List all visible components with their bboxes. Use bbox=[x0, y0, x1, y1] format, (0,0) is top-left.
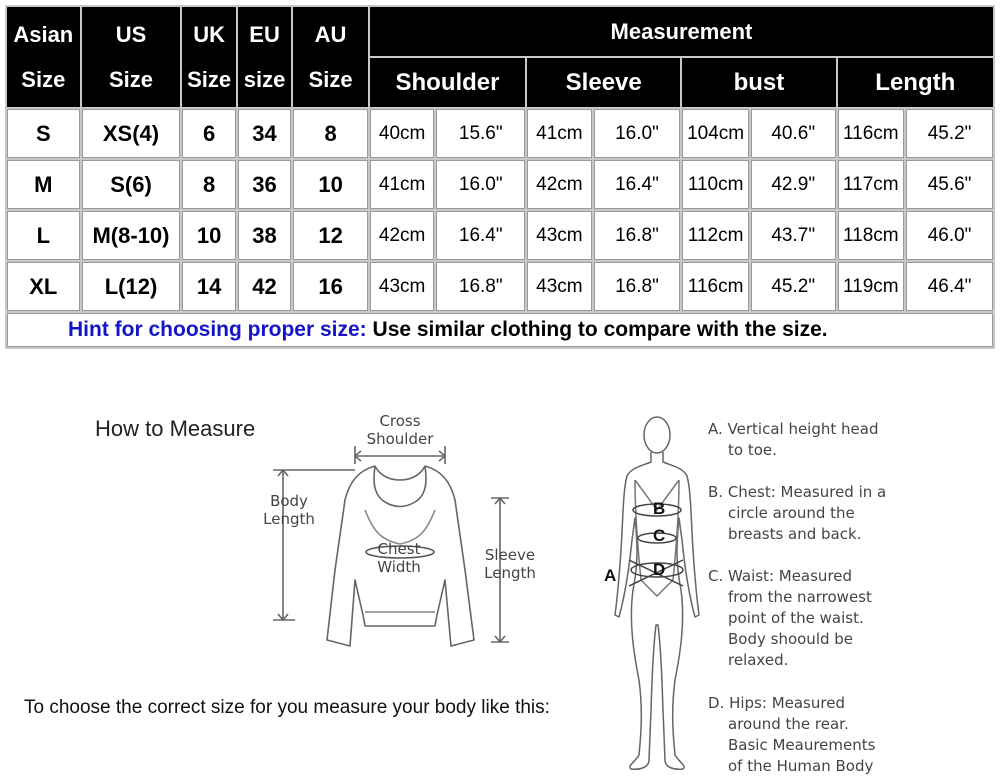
cell-sleeve-in: 16.4" bbox=[594, 160, 681, 209]
cell-sleeve-in: 16.8" bbox=[594, 211, 681, 260]
cell-us-size: XS(4) bbox=[82, 109, 181, 158]
cell-shoulder-in: 16.4" bbox=[436, 211, 525, 260]
cell-length-cm: 116cm bbox=[838, 109, 905, 158]
cell-length-cm: 118cm bbox=[838, 211, 905, 260]
cell-uk-size: 10 bbox=[182, 211, 235, 260]
cross-shoulder-label: Cross Shoulder bbox=[366, 412, 434, 448]
header-au-size: AU Size bbox=[293, 7, 368, 107]
figure-label-c: C bbox=[653, 526, 666, 545]
cell-au-size: 16 bbox=[293, 262, 368, 311]
cell-sleeve-cm: 41cm bbox=[527, 109, 592, 158]
chest-width-label: Chest Width bbox=[377, 540, 421, 576]
figure-label-d: D bbox=[653, 560, 666, 579]
cell-length-in: 45.2" bbox=[906, 109, 993, 158]
cell-shoulder-cm: 41cm bbox=[370, 160, 435, 209]
cell-uk-size: 14 bbox=[182, 262, 235, 311]
cell-eu-size: 34 bbox=[238, 109, 291, 158]
figure-label-b: B bbox=[653, 499, 666, 518]
header-length: Length bbox=[838, 58, 993, 107]
how-to-measure-title: How to Measure bbox=[95, 416, 256, 441]
header-bust: bust bbox=[682, 58, 835, 107]
cell-asian-size: S bbox=[7, 109, 80, 158]
cell-sleeve-in: 16.8" bbox=[594, 262, 681, 311]
cell-bust-cm: 104cm bbox=[682, 109, 749, 158]
cell-shoulder-in: 15.6" bbox=[436, 109, 525, 158]
cell-bust-cm: 112cm bbox=[682, 211, 749, 260]
sleeve-length-label: Sleeve Length bbox=[484, 546, 536, 582]
cell-eu-size: 38 bbox=[238, 211, 291, 260]
cell-sleeve-in: 16.0" bbox=[594, 109, 681, 158]
cell-us-size: M(8-10) bbox=[82, 211, 181, 260]
cell-asian-size: XL bbox=[7, 262, 80, 311]
legend-hips: D. Hips: Measured around the rear. Basic Meaurements of the Human Body bbox=[708, 694, 876, 775]
cell-shoulder-cm: 40cm bbox=[370, 109, 435, 158]
cell-shoulder-in: 16.8" bbox=[436, 262, 525, 311]
header-asian-size: Asian Size bbox=[7, 7, 80, 107]
header-uk-size: UK Size bbox=[182, 7, 235, 107]
cell-au-size: 12 bbox=[293, 211, 368, 260]
header-sleeve: Sleeve bbox=[527, 58, 680, 107]
choose-size-instruction: To choose the correct size for you measure your body like this: bbox=[24, 697, 550, 718]
cell-eu-size: 36 bbox=[238, 160, 291, 209]
cell-length-cm: 117cm bbox=[838, 160, 905, 209]
table-row bbox=[7, 262, 993, 311]
legend-waist: C. Waist: Measured from the narrowest point of the waist. Body shoould be relaxed. bbox=[708, 567, 872, 669]
cell-shoulder-cm: 43cm bbox=[370, 262, 435, 311]
cell-sleeve-cm: 43cm bbox=[527, 262, 592, 311]
legend-vertical-height: A. Vertical height head to toe. bbox=[708, 420, 879, 459]
cell-sleeve-cm: 43cm bbox=[527, 211, 592, 260]
cell-length-in: 46.0" bbox=[906, 211, 993, 260]
cell-bust-cm: 110cm bbox=[682, 160, 749, 209]
cell-bust-cm: 116cm bbox=[682, 262, 749, 311]
hint-row bbox=[7, 313, 993, 347]
cell-shoulder-cm: 42cm bbox=[370, 211, 435, 260]
legend-chest: B. Chest: Measured in a circle around the breasts and back. bbox=[708, 483, 887, 543]
cell-us-size: S(6) bbox=[82, 160, 181, 209]
table-row bbox=[7, 160, 993, 209]
cell-eu-size: 42 bbox=[238, 262, 291, 311]
hint-text: Use similar clothing to compare with the size. bbox=[366, 318, 828, 341]
cell-bust-in: 42.9" bbox=[751, 160, 836, 209]
cell-shoulder-in: 16.0" bbox=[436, 160, 525, 209]
table-row bbox=[7, 211, 993, 260]
cell-uk-size: 6 bbox=[182, 109, 235, 158]
cell-asian-size: M bbox=[7, 160, 80, 209]
cell-uk-size: 8 bbox=[182, 160, 235, 209]
cell-bust-in: 40.6" bbox=[751, 109, 836, 158]
cell-asian-size: L bbox=[7, 211, 80, 260]
cell-length-cm: 119cm bbox=[838, 262, 905, 311]
table-row bbox=[7, 109, 993, 158]
body-figure-diagram bbox=[605, 410, 710, 780]
cell-us-size: L(12) bbox=[82, 262, 181, 311]
header-shoulder: Shoulder bbox=[370, 58, 525, 107]
hint-lead: Hint for choosing proper size: bbox=[68, 318, 367, 341]
cell-au-size: 8 bbox=[293, 109, 368, 158]
header-row-top bbox=[7, 7, 993, 56]
header-measurement: Measurement bbox=[370, 7, 993, 56]
hint-cell bbox=[7, 313, 993, 347]
cell-length-in: 46.4" bbox=[906, 262, 993, 311]
cell-au-size: 10 bbox=[293, 160, 368, 209]
header-us-size: US Size bbox=[82, 7, 181, 107]
body-length-label: Body Length bbox=[263, 492, 315, 528]
cell-bust-in: 45.2" bbox=[751, 262, 836, 311]
size-chart-table bbox=[5, 5, 995, 349]
cell-length-in: 45.6" bbox=[906, 160, 993, 209]
cell-bust-in: 43.7" bbox=[751, 211, 836, 260]
header-eu-size: EU size bbox=[238, 7, 291, 107]
cell-sleeve-cm: 42cm bbox=[527, 160, 592, 209]
figure-label-a: A bbox=[604, 566, 617, 585]
